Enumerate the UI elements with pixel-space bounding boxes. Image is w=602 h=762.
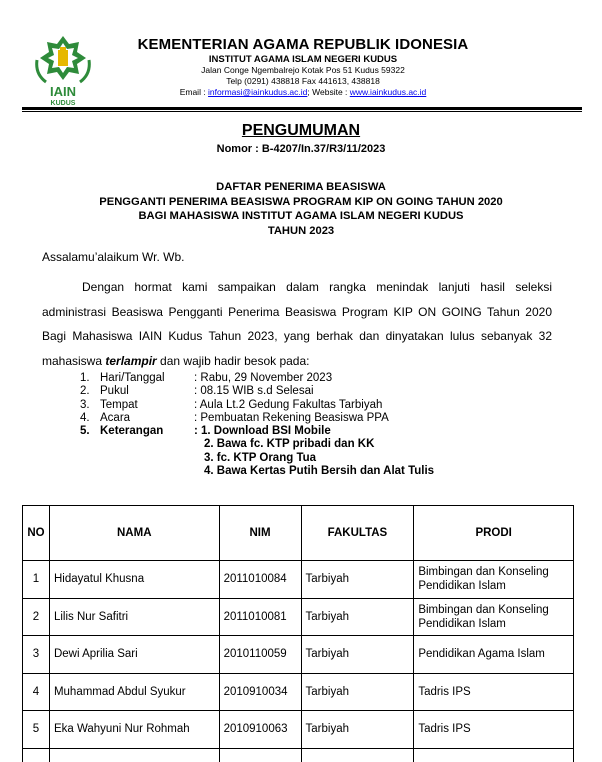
cell-nim: 2010110059	[219, 636, 301, 674]
note-item: 2. Bawa fc. KTP pribadi dan KK	[204, 438, 375, 451]
letterhead	[0, 0, 602, 115]
table-header-row	[23, 506, 574, 561]
cell-nim: 2010910034	[219, 673, 301, 711]
cell-no: 4	[23, 673, 50, 711]
table-row-cut-off	[23, 748, 574, 762]
cell-nama: Dewi Aprilia Sari	[49, 636, 219, 674]
note-item: 3. fc. KTP Orang Tua	[204, 451, 317, 464]
letter-number: Nomor : B-4207/In.37/R3/11/2023	[216, 143, 386, 155]
column-header-fakultas: FAKULTAS	[301, 506, 414, 561]
detail-label: Tempat	[100, 398, 138, 411]
announcement-title	[0, 122, 602, 155]
heading-line-2: PENGGANTI PENERIMA BEASISWA PROGRAM KIP ON GOING TAHUN 2020	[99, 195, 503, 208]
detail-label: Keterangan	[100, 425, 164, 438]
detail-label: Acara	[100, 411, 131, 424]
cell-fakultas: Tarbiyah	[301, 673, 414, 711]
cell-prodi: Tadris IPS	[414, 673, 574, 711]
heading-line-1: DAFTAR PENERIMA BEASISWA	[216, 181, 386, 193]
cell-empty	[301, 748, 414, 762]
note-item: 4. Bawa Kertas Putih Bersih dan Alat Tulis	[204, 465, 435, 478]
column-header-nama: NAMA	[49, 506, 219, 561]
letterhead-text	[118, 36, 488, 98]
cell-nama: Lilis Nur Safitri	[49, 598, 219, 636]
heading-line-4: TAHUN 2023	[267, 224, 335, 237]
detail-row	[80, 412, 434, 425]
greeting: Assalamu’alaikum Wr. Wb.	[42, 250, 185, 264]
cell-prodi: Bimbingan dan Konseling Pendidikan Islam	[414, 598, 574, 636]
table-row	[23, 673, 574, 711]
detail-number: 4.	[80, 411, 90, 424]
column-header-no: NO	[23, 506, 50, 561]
body-paragraph	[42, 275, 552, 373]
cell-empty	[414, 748, 574, 762]
cell-fakultas: Tarbiyah	[301, 636, 414, 674]
institute-name: INSTITUT AGAMA ISLAM NEGERI KUDUS	[208, 54, 398, 65]
detail-label: Hari/Tanggal	[100, 372, 165, 384]
letterhead-rule-thick	[22, 107, 582, 110]
event-details	[80, 372, 434, 478]
contact-line	[118, 87, 488, 98]
paragraph-text: Dengan hormat kami sampaikan dalam rangka menindak lanjuti hasil seleksi administrasi Beasiswa Pengganti Penerima Beasiswa Program KIP ON GOING Tahun 2020 Bagi Mahasiswa IAIN Kudus Tahun 2023, yang berhak dan dinyatakan lulus sebanyak 32 mahasiswa	[42, 280, 552, 368]
detail-number: 3.	[80, 398, 90, 411]
cell-prodi: Tadris IPS	[414, 711, 574, 749]
website-label: ; Website :	[307, 87, 350, 97]
detail-value: : Rabu, 29 November 2023	[194, 372, 333, 384]
cell-empty	[23, 748, 50, 762]
cell-empty	[49, 748, 219, 762]
iain-kudus-logo	[34, 34, 92, 106]
cell-fakultas: Tarbiyah	[301, 561, 414, 599]
column-header-nim: NIM	[219, 506, 301, 561]
cell-fakultas: Tarbiyah	[301, 598, 414, 636]
website-link[interactable]: www.iainkudus.ac.id	[349, 87, 427, 97]
title-main: PENGUMUMAN	[241, 122, 361, 139]
detail-label: Pukul	[100, 385, 129, 398]
list-heading	[0, 180, 602, 238]
detail-number: 1.	[80, 372, 90, 384]
detail-value: : Aula Lt.2 Gedung Fakultas Tarbiyah	[194, 398, 383, 411]
cell-prodi: Bimbingan dan Konseling Pendidikan Islam	[414, 561, 574, 599]
cell-prodi: Pendidikan Agama Islam	[414, 636, 574, 674]
cell-nama: Muhammad Abdul Syukur	[49, 673, 219, 711]
cell-empty	[219, 748, 301, 762]
heading-line-3: BAGI MAHASISWA INSTITUT AGAMA ISLAM NEGERI KUDUS	[138, 210, 464, 222]
paragraph-tail: dan wajib hadir besok pada:	[156, 353, 310, 368]
svg-text:IAIN: IAIN	[50, 84, 76, 99]
recipients-table	[22, 505, 574, 762]
cell-fakultas: Tarbiyah	[301, 711, 414, 749]
ministry-name: KEMENTERIAN AGAMA REPUBLIK IDONESIA	[137, 36, 469, 53]
detail-number: 5.	[80, 425, 90, 438]
cell-nim: 2010910063	[219, 711, 301, 749]
cell-nama: Hidayatul Khusna	[49, 561, 219, 599]
cell-nim: 2011010081	[219, 598, 301, 636]
svg-text:KUDUS: KUDUS	[50, 100, 76, 106]
detail-row	[80, 385, 434, 398]
detail-row	[80, 425, 434, 438]
cell-no: 2	[23, 598, 50, 636]
address: Jalan Conge Ngembalrejo Kotak Pos 51 Kudus 59322	[201, 65, 405, 75]
cell-no: 1	[23, 561, 50, 599]
detail-value: : 1. Download BSI Mobile	[194, 425, 331, 438]
phone: Telp (0291) 438818 Fax 441613, 438818	[226, 76, 380, 86]
column-header-prodi: PRODI	[414, 506, 574, 561]
cell-nim: 2011010084	[219, 561, 301, 599]
detail-value: : 08.15 WIB s.d Selesai	[194, 385, 314, 398]
table-row	[23, 636, 574, 674]
table-row	[23, 561, 574, 599]
email-label: Email :	[179, 87, 209, 97]
cell-nama: Eka Wahyuni Nur Rohmah	[49, 711, 219, 749]
cell-no: 5	[23, 711, 50, 749]
letterhead-rule-thin	[22, 111, 582, 112]
detail-row	[80, 372, 434, 385]
table-row	[23, 711, 574, 749]
paragraph-emphasis: terlampir	[105, 353, 157, 368]
table-row	[23, 598, 574, 636]
email-link[interactable]: informasi@iainkudus.ac.id	[208, 87, 308, 97]
cell-no: 3	[23, 636, 50, 674]
detail-number: 2.	[80, 385, 90, 398]
detail-row	[80, 399, 434, 412]
detail-value: : Pembuatan Rekening Beasiswa PPA	[194, 411, 389, 424]
